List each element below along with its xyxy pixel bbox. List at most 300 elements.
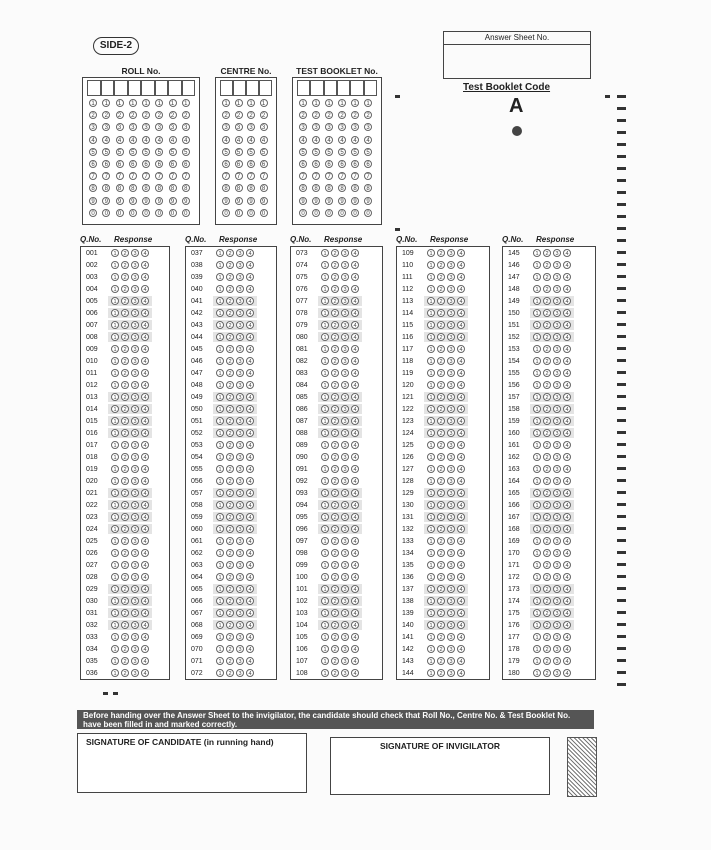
digit-bubble[interactable]: 4	[116, 136, 124, 144]
option-bubble[interactable]: 3	[447, 285, 455, 293]
option-bubble[interactable]: 3	[341, 285, 349, 293]
digit-bubble[interactable]: 5	[89, 148, 97, 156]
option-bubble[interactable]: 4	[563, 417, 571, 425]
option-bubble[interactable]: 3	[131, 417, 139, 425]
option-bubble[interactable]: 4	[246, 285, 254, 293]
option-bubble[interactable]: 3	[131, 405, 139, 413]
digit-entry-cell[interactable]	[101, 80, 115, 96]
digit-bubble[interactable]: 1	[312, 99, 320, 107]
option-bubble[interactable]: 4	[141, 489, 149, 497]
option-bubble[interactable]: 4	[457, 273, 465, 281]
option-bubble[interactable]: 4	[351, 621, 359, 629]
option-bubble[interactable]: 2	[121, 669, 129, 677]
digit-bubble[interactable]: 7	[247, 172, 255, 180]
option-bubble[interactable]: 4	[563, 321, 571, 329]
option-bubble[interactable]: 4	[246, 525, 254, 533]
option-bubble[interactable]: 3	[131, 489, 139, 497]
option-bubble[interactable]: 4	[246, 297, 254, 305]
digit-bubble[interactable]: 7	[325, 172, 333, 180]
option-bubble[interactable]: 3	[236, 369, 244, 377]
digit-bubble[interactable]: 1	[182, 99, 190, 107]
option-bubble[interactable]: 3	[553, 261, 561, 269]
option-bubble[interactable]: 1	[111, 249, 119, 257]
option-bubble[interactable]: 1	[533, 321, 541, 329]
option-bubble[interactable]: 4	[563, 585, 571, 593]
invigilator-signature-box[interactable]	[330, 737, 550, 795]
option-bubble[interactable]: 1	[427, 465, 435, 473]
option-bubble[interactable]: 4	[457, 417, 465, 425]
option-bubble[interactable]: 3	[341, 417, 349, 425]
digit-bubble[interactable]: 9	[247, 197, 255, 205]
option-bubble[interactable]: 1	[111, 561, 119, 569]
option-bubble[interactable]: 4	[563, 285, 571, 293]
option-bubble[interactable]: 4	[246, 609, 254, 617]
option-bubble[interactable]: 2	[226, 417, 234, 425]
option-bubble[interactable]: 2	[331, 393, 339, 401]
option-bubble[interactable]: 4	[351, 345, 359, 353]
option-bubble[interactable]: 2	[121, 645, 129, 653]
option-bubble[interactable]: 1	[427, 597, 435, 605]
option-bubble[interactable]: 1	[216, 441, 224, 449]
option-bubble[interactable]: 4	[457, 525, 465, 533]
option-bubble[interactable]: 3	[553, 249, 561, 257]
option-bubble[interactable]: 4	[457, 669, 465, 677]
option-bubble[interactable]: 4	[457, 597, 465, 605]
option-bubble[interactable]: 2	[226, 549, 234, 557]
digit-bubble[interactable]: 3	[182, 123, 190, 131]
option-bubble[interactable]: 1	[321, 381, 329, 389]
option-bubble[interactable]: 4	[457, 573, 465, 581]
option-bubble[interactable]: 4	[563, 405, 571, 413]
digit-bubble[interactable]: 1	[325, 99, 333, 107]
digit-bubble[interactable]: 2	[338, 111, 346, 119]
option-bubble[interactable]: 1	[533, 285, 541, 293]
option-bubble[interactable]: 4	[351, 417, 359, 425]
digit-bubble[interactable]: 6	[299, 160, 307, 168]
option-bubble[interactable]: 1	[533, 657, 541, 665]
digit-bubble[interactable]: 4	[155, 136, 163, 144]
option-bubble[interactable]: 4	[457, 549, 465, 557]
option-bubble[interactable]: 2	[437, 249, 445, 257]
digit-bubble[interactable]: 6	[129, 160, 137, 168]
option-bubble[interactable]: 3	[341, 573, 349, 581]
digit-bubble[interactable]: 2	[351, 111, 359, 119]
option-bubble[interactable]: 3	[553, 573, 561, 581]
digit-bubble[interactable]: 6	[338, 160, 346, 168]
option-bubble[interactable]: 1	[216, 273, 224, 281]
option-bubble[interactable]: 4	[141, 369, 149, 377]
digit-bubble[interactable]: 9	[364, 197, 372, 205]
digit-bubble[interactable]: 5	[222, 148, 230, 156]
option-bubble[interactable]: 4	[246, 441, 254, 449]
digit-bubble[interactable]: 6	[222, 160, 230, 168]
option-bubble[interactable]: 2	[121, 381, 129, 389]
option-bubble[interactable]: 2	[121, 621, 129, 629]
digit-bubble[interactable]: 5	[182, 148, 190, 156]
option-bubble[interactable]: 2	[331, 321, 339, 329]
option-bubble[interactable]: 4	[141, 333, 149, 341]
option-bubble[interactable]: 2	[331, 285, 339, 293]
option-bubble[interactable]: 3	[553, 645, 561, 653]
option-bubble[interactable]: 3	[236, 585, 244, 593]
option-bubble[interactable]: 2	[331, 249, 339, 257]
option-bubble[interactable]: 4	[246, 621, 254, 629]
digit-entry-cell[interactable]	[259, 80, 272, 96]
option-bubble[interactable]: 2	[543, 321, 551, 329]
option-bubble[interactable]: 3	[236, 633, 244, 641]
option-bubble[interactable]: 1	[321, 513, 329, 521]
digit-bubble[interactable]: 4	[222, 136, 230, 144]
option-bubble[interactable]: 3	[236, 513, 244, 521]
digit-bubble[interactable]: 5	[129, 148, 137, 156]
option-bubble[interactable]: 4	[351, 297, 359, 305]
digit-bubble[interactable]: 0	[364, 209, 372, 217]
option-bubble[interactable]: 4	[563, 669, 571, 677]
option-bubble[interactable]: 4	[351, 477, 359, 485]
option-bubble[interactable]: 3	[341, 273, 349, 281]
option-bubble[interactable]: 2	[226, 657, 234, 665]
option-bubble[interactable]: 3	[553, 429, 561, 437]
option-bubble[interactable]: 3	[341, 405, 349, 413]
option-bubble[interactable]: 4	[457, 297, 465, 305]
option-bubble[interactable]: 1	[427, 441, 435, 449]
digit-bubble[interactable]: 6	[312, 160, 320, 168]
digit-bubble[interactable]: 2	[155, 111, 163, 119]
option-bubble[interactable]: 2	[437, 477, 445, 485]
option-bubble[interactable]: 2	[226, 609, 234, 617]
digit-bubble[interactable]: 1	[364, 99, 372, 107]
option-bubble[interactable]: 3	[131, 321, 139, 329]
option-bubble[interactable]: 2	[331, 501, 339, 509]
digit-bubble[interactable]: 7	[89, 172, 97, 180]
option-bubble[interactable]: 2	[543, 465, 551, 473]
option-bubble[interactable]: 2	[331, 657, 339, 665]
option-bubble[interactable]: 2	[437, 549, 445, 557]
option-bubble[interactable]: 1	[533, 609, 541, 617]
option-bubble[interactable]: 4	[563, 297, 571, 305]
option-bubble[interactable]: 1	[216, 669, 224, 677]
option-bubble[interactable]: 4	[563, 477, 571, 485]
option-bubble[interactable]: 2	[437, 429, 445, 437]
option-bubble[interactable]: 3	[341, 381, 349, 389]
option-bubble[interactable]: 1	[427, 477, 435, 485]
digit-bubble[interactable]: 3	[222, 123, 230, 131]
option-bubble[interactable]: 3	[131, 597, 139, 605]
option-bubble[interactable]: 1	[321, 657, 329, 665]
option-bubble[interactable]: 4	[563, 549, 571, 557]
option-bubble[interactable]: 2	[543, 309, 551, 317]
option-bubble[interactable]: 3	[553, 621, 561, 629]
digit-entry-cell[interactable]	[128, 80, 142, 96]
digit-bubble[interactable]: 3	[312, 123, 320, 131]
option-bubble[interactable]: 2	[543, 405, 551, 413]
option-bubble[interactable]: 3	[447, 549, 455, 557]
option-bubble[interactable]: 1	[111, 549, 119, 557]
option-bubble[interactable]: 1	[216, 513, 224, 521]
option-bubble[interactable]: 2	[331, 489, 339, 497]
option-bubble[interactable]: 4	[246, 573, 254, 581]
option-bubble[interactable]: 1	[321, 669, 329, 677]
digit-bubble[interactable]: 8	[102, 184, 110, 192]
option-bubble[interactable]: 1	[427, 489, 435, 497]
option-bubble[interactable]: 2	[226, 345, 234, 353]
option-bubble[interactable]: 4	[141, 609, 149, 617]
option-bubble[interactable]: 4	[351, 309, 359, 317]
option-bubble[interactable]: 1	[111, 261, 119, 269]
option-bubble[interactable]: 3	[131, 669, 139, 677]
option-bubble[interactable]: 3	[131, 297, 139, 305]
option-bubble[interactable]: 4	[563, 345, 571, 353]
option-bubble[interactable]: 2	[437, 321, 445, 329]
digit-bubble[interactable]: 2	[116, 111, 124, 119]
option-bubble[interactable]: 1	[427, 585, 435, 593]
option-bubble[interactable]: 1	[427, 549, 435, 557]
option-bubble[interactable]: 2	[121, 333, 129, 341]
option-bubble[interactable]: 1	[216, 417, 224, 425]
option-bubble[interactable]: 1	[427, 321, 435, 329]
option-bubble[interactable]: 2	[331, 561, 339, 569]
option-bubble[interactable]: 2	[437, 297, 445, 305]
option-bubble[interactable]: 3	[341, 369, 349, 377]
option-bubble[interactable]: 2	[543, 417, 551, 425]
option-bubble[interactable]: 2	[543, 453, 551, 461]
option-bubble[interactable]: 1	[427, 669, 435, 677]
option-bubble[interactable]: 1	[216, 309, 224, 317]
option-bubble[interactable]: 1	[321, 441, 329, 449]
option-bubble[interactable]: 2	[331, 441, 339, 449]
option-bubble[interactable]: 1	[111, 597, 119, 605]
option-bubble[interactable]: 4	[141, 405, 149, 413]
digit-bubble[interactable]: 2	[312, 111, 320, 119]
option-bubble[interactable]: 4	[563, 525, 571, 533]
option-bubble[interactable]: 3	[131, 477, 139, 485]
digit-bubble[interactable]: 7	[116, 172, 124, 180]
option-bubble[interactable]: 1	[321, 333, 329, 341]
option-bubble[interactable]: 3	[236, 561, 244, 569]
option-bubble[interactable]: 3	[341, 633, 349, 641]
option-bubble[interactable]: 3	[236, 537, 244, 545]
option-bubble[interactable]: 3	[553, 633, 561, 641]
digit-bubble[interactable]: 3	[247, 123, 255, 131]
digit-bubble[interactable]: 5	[169, 148, 177, 156]
option-bubble[interactable]: 1	[216, 633, 224, 641]
option-bubble[interactable]: 3	[341, 345, 349, 353]
option-bubble[interactable]: 1	[111, 669, 119, 677]
option-bubble[interactable]: 3	[341, 477, 349, 485]
option-bubble[interactable]: 4	[246, 261, 254, 269]
option-bubble[interactable]: 2	[543, 633, 551, 641]
option-bubble[interactable]: 2	[543, 537, 551, 545]
digit-bubble[interactable]: 2	[325, 111, 333, 119]
option-bubble[interactable]: 1	[216, 561, 224, 569]
digit-bubble[interactable]: 5	[142, 148, 150, 156]
digit-bubble[interactable]: 8	[182, 184, 190, 192]
digit-bubble[interactable]: 0	[222, 209, 230, 217]
option-bubble[interactable]: 3	[341, 453, 349, 461]
option-bubble[interactable]: 4	[141, 417, 149, 425]
option-bubble[interactable]: 2	[437, 621, 445, 629]
option-bubble[interactable]: 3	[553, 549, 561, 557]
option-bubble[interactable]: 1	[216, 369, 224, 377]
option-bubble[interactable]: 3	[236, 549, 244, 557]
option-bubble[interactable]: 2	[331, 405, 339, 413]
option-bubble[interactable]: 4	[246, 417, 254, 425]
digit-bubble[interactable]: 1	[235, 99, 243, 107]
option-bubble[interactable]: 3	[447, 417, 455, 425]
option-bubble[interactable]: 1	[533, 525, 541, 533]
option-bubble[interactable]: 2	[437, 573, 445, 581]
digit-bubble[interactable]: 4	[235, 136, 243, 144]
option-bubble[interactable]: 4	[563, 657, 571, 665]
option-bubble[interactable]: 2	[121, 549, 129, 557]
option-bubble[interactable]: 1	[216, 489, 224, 497]
option-bubble[interactable]: 4	[246, 321, 254, 329]
option-bubble[interactable]: 4	[351, 369, 359, 377]
option-bubble[interactable]: 2	[121, 573, 129, 581]
option-bubble[interactable]: 1	[427, 573, 435, 581]
option-bubble[interactable]: 2	[437, 597, 445, 605]
option-bubble[interactable]: 2	[437, 465, 445, 473]
option-bubble[interactable]: 2	[331, 297, 339, 305]
option-bubble[interactable]: 3	[236, 357, 244, 365]
digit-bubble[interactable]: 9	[260, 197, 268, 205]
option-bubble[interactable]: 1	[321, 429, 329, 437]
option-bubble[interactable]: 2	[331, 513, 339, 521]
option-bubble[interactable]: 2	[543, 297, 551, 305]
digit-bubble[interactable]: 0	[312, 209, 320, 217]
option-bubble[interactable]: 3	[341, 261, 349, 269]
option-bubble[interactable]: 4	[246, 453, 254, 461]
option-bubble[interactable]: 1	[216, 393, 224, 401]
option-bubble[interactable]: 2	[543, 645, 551, 653]
option-bubble[interactable]: 3	[553, 513, 561, 521]
option-bubble[interactable]: 3	[553, 657, 561, 665]
option-bubble[interactable]: 4	[246, 537, 254, 545]
option-bubble[interactable]: 2	[226, 645, 234, 653]
option-bubble[interactable]: 3	[131, 429, 139, 437]
option-bubble[interactable]: 3	[553, 333, 561, 341]
option-bubble[interactable]: 3	[447, 633, 455, 641]
option-bubble[interactable]: 4	[246, 501, 254, 509]
option-bubble[interactable]: 3	[131, 573, 139, 581]
option-bubble[interactable]: 1	[533, 417, 541, 425]
option-bubble[interactable]: 4	[351, 357, 359, 365]
option-bubble[interactable]: 4	[563, 597, 571, 605]
digit-bubble[interactable]: 7	[182, 172, 190, 180]
digit-bubble[interactable]: 5	[312, 148, 320, 156]
option-bubble[interactable]: 1	[533, 549, 541, 557]
option-bubble[interactable]: 3	[447, 501, 455, 509]
option-bubble[interactable]: 1	[533, 585, 541, 593]
option-bubble[interactable]: 4	[457, 369, 465, 377]
option-bubble[interactable]: 3	[236, 249, 244, 257]
option-bubble[interactable]: 3	[131, 393, 139, 401]
option-bubble[interactable]: 2	[226, 513, 234, 521]
option-bubble[interactable]: 3	[447, 621, 455, 629]
option-bubble[interactable]: 4	[246, 513, 254, 521]
option-bubble[interactable]: 4	[563, 333, 571, 341]
option-bubble[interactable]: 2	[331, 633, 339, 641]
option-bubble[interactable]: 2	[437, 309, 445, 317]
option-bubble[interactable]: 4	[457, 345, 465, 353]
option-bubble[interactable]: 2	[543, 369, 551, 377]
option-bubble[interactable]: 3	[341, 669, 349, 677]
option-bubble[interactable]: 2	[543, 345, 551, 353]
option-bubble[interactable]: 2	[226, 477, 234, 485]
option-bubble[interactable]: 3	[131, 249, 139, 257]
option-bubble[interactable]: 3	[553, 441, 561, 449]
option-bubble[interactable]: 3	[341, 561, 349, 569]
digit-bubble[interactable]: 1	[129, 99, 137, 107]
option-bubble[interactable]: 2	[121, 297, 129, 305]
digit-bubble[interactable]: 4	[312, 136, 320, 144]
option-bubble[interactable]: 2	[331, 453, 339, 461]
option-bubble[interactable]: 3	[341, 333, 349, 341]
option-bubble[interactable]: 1	[427, 657, 435, 665]
option-bubble[interactable]: 4	[246, 633, 254, 641]
option-bubble[interactable]: 3	[236, 309, 244, 317]
option-bubble[interactable]: 1	[533, 633, 541, 641]
digit-entry-cell[interactable]	[87, 80, 101, 96]
option-bubble[interactable]: 4	[351, 285, 359, 293]
option-bubble[interactable]: 1	[533, 573, 541, 581]
digit-bubble[interactable]: 4	[247, 136, 255, 144]
option-bubble[interactable]: 3	[447, 489, 455, 497]
option-bubble[interactable]: 2	[121, 321, 129, 329]
digit-entry-cell[interactable]	[220, 80, 233, 96]
digit-entry-cell[interactable]	[337, 80, 350, 96]
option-bubble[interactable]: 4	[246, 645, 254, 653]
option-bubble[interactable]: 1	[111, 609, 119, 617]
option-bubble[interactable]: 1	[216, 249, 224, 257]
digit-bubble[interactable]: 1	[247, 99, 255, 107]
option-bubble[interactable]: 3	[341, 465, 349, 473]
option-bubble[interactable]: 4	[457, 405, 465, 413]
option-bubble[interactable]: 3	[553, 357, 561, 365]
digit-entry-cell[interactable]	[246, 80, 259, 96]
option-bubble[interactable]: 3	[131, 501, 139, 509]
digit-bubble[interactable]: 2	[182, 111, 190, 119]
option-bubble[interactable]: 4	[141, 501, 149, 509]
option-bubble[interactable]: 2	[121, 261, 129, 269]
option-bubble[interactable]: 1	[427, 405, 435, 413]
option-bubble[interactable]: 4	[141, 561, 149, 569]
option-bubble[interactable]: 3	[553, 585, 561, 593]
option-bubble[interactable]: 2	[121, 501, 129, 509]
option-bubble[interactable]: 2	[331, 549, 339, 557]
option-bubble[interactable]: 1	[533, 645, 541, 653]
digit-bubble[interactable]: 6	[155, 160, 163, 168]
option-bubble[interactable]: 1	[533, 429, 541, 437]
option-bubble[interactable]: 2	[543, 285, 551, 293]
digit-bubble[interactable]: 5	[325, 148, 333, 156]
option-bubble[interactable]: 1	[111, 585, 119, 593]
option-bubble[interactable]: 4	[246, 489, 254, 497]
option-bubble[interactable]: 3	[447, 477, 455, 485]
option-bubble[interactable]: 1	[216, 297, 224, 305]
option-bubble[interactable]: 2	[121, 429, 129, 437]
option-bubble[interactable]: 1	[427, 513, 435, 521]
option-bubble[interactable]: 3	[131, 357, 139, 365]
option-bubble[interactable]: 4	[246, 405, 254, 413]
option-bubble[interactable]: 1	[216, 477, 224, 485]
digit-bubble[interactable]: 6	[116, 160, 124, 168]
option-bubble[interactable]: 1	[216, 597, 224, 605]
option-bubble[interactable]: 2	[226, 501, 234, 509]
option-bubble[interactable]: 3	[131, 537, 139, 545]
digit-bubble[interactable]: 6	[169, 160, 177, 168]
digit-bubble[interactable]: 2	[102, 111, 110, 119]
